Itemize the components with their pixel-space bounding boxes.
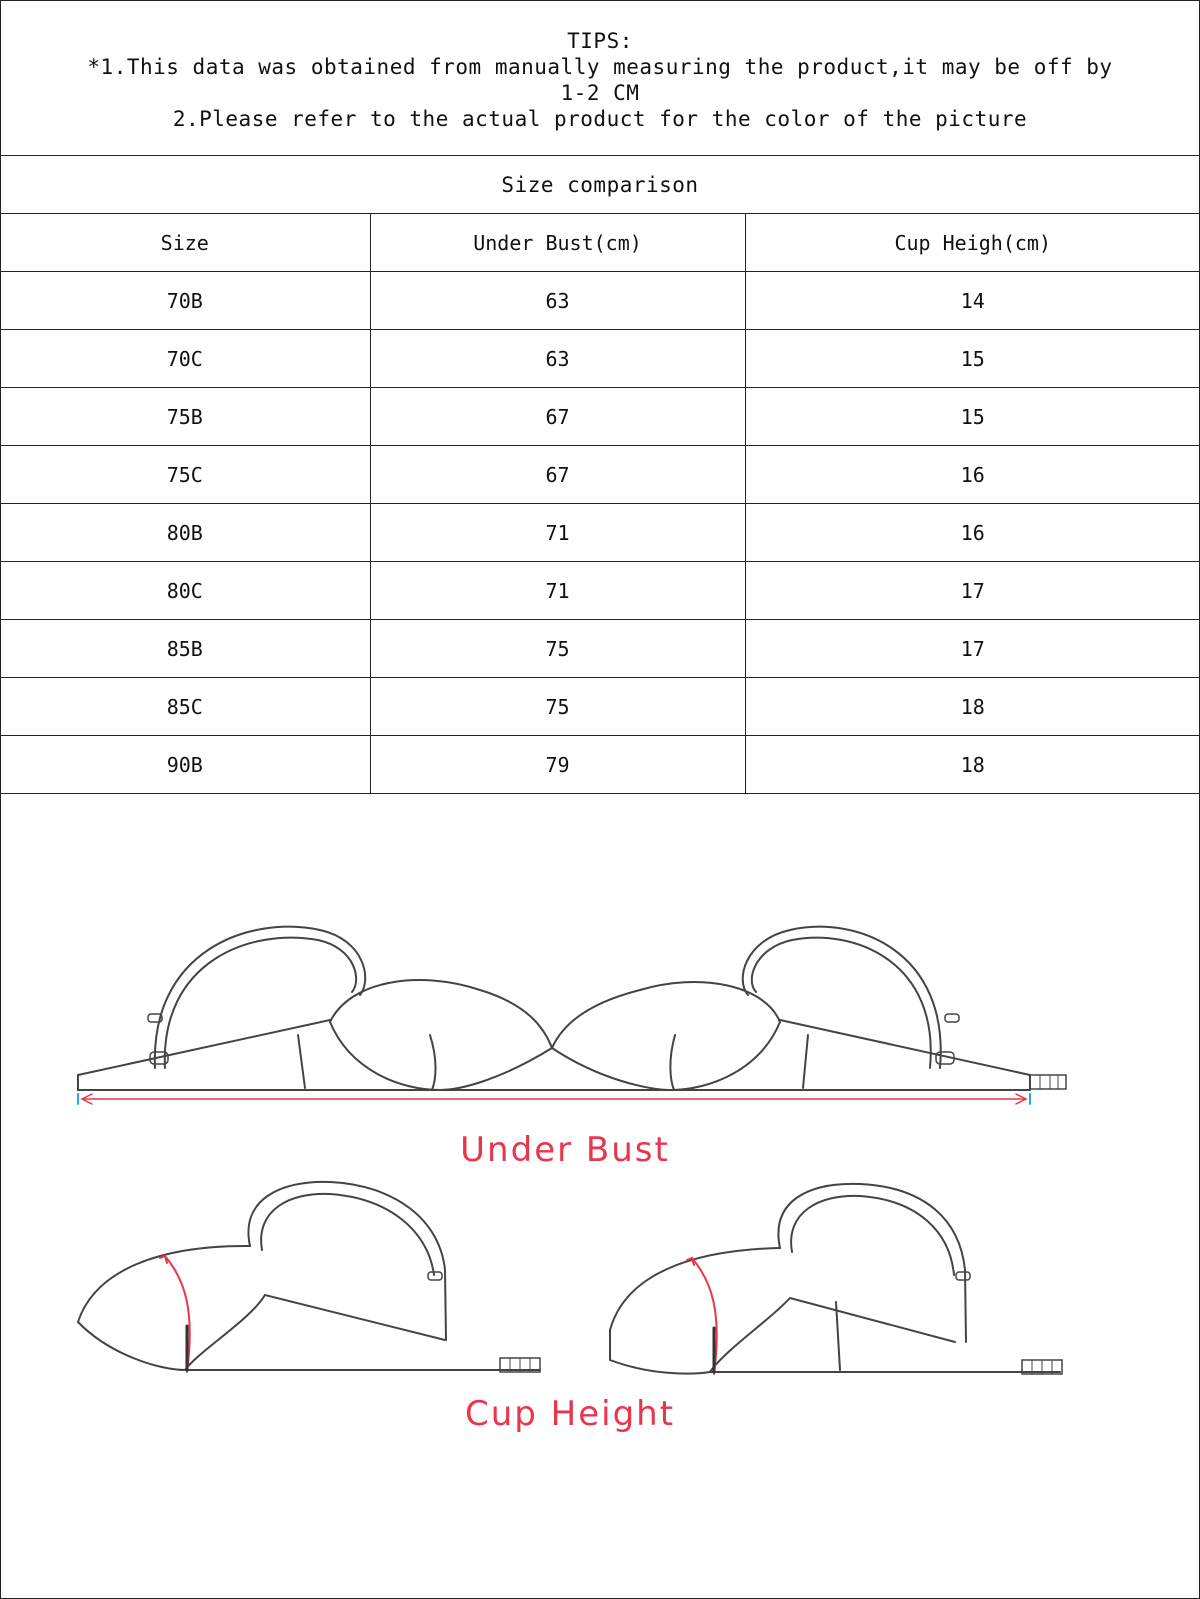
bra-front-view <box>78 927 1066 1090</box>
table-header-row <box>0 214 1200 272</box>
table-row <box>0 330 1200 388</box>
header-cup-height: Cup Heigh(cm) <box>745 214 1200 272</box>
cell-size: 80C <box>0 562 370 620</box>
cell-size: 75C <box>0 446 370 504</box>
cell-cup-height: 15 <box>745 330 1200 388</box>
size-table <box>0 214 1200 794</box>
cell-under-bust: 75 <box>370 620 745 678</box>
cell-size: 80B <box>0 504 370 562</box>
bra-illustration <box>0 790 1200 1599</box>
table-row <box>0 678 1200 736</box>
table-row <box>0 388 1200 446</box>
bra-side-view-right <box>610 1184 1062 1374</box>
cell-cup-height: 18 <box>745 736 1200 794</box>
header-under-bust: Under Bust(cm) <box>370 214 745 272</box>
cell-under-bust: 79 <box>370 736 745 794</box>
header-size: Size <box>0 214 370 272</box>
cell-size: 70B <box>0 272 370 330</box>
table-title: Size comparison <box>0 156 1200 214</box>
cell-under-bust: 67 <box>370 446 745 504</box>
cell-under-bust: 67 <box>370 388 745 446</box>
table-row <box>0 446 1200 504</box>
bra-side-view-left <box>78 1182 540 1372</box>
cell-cup-height: 16 <box>745 504 1200 562</box>
cell-size: 85B <box>0 620 370 678</box>
table-row <box>0 620 1200 678</box>
cell-cup-height: 16 <box>745 446 1200 504</box>
tips-line-3: 2.Please refer to the actual product for the color of the picture <box>172 107 1028 131</box>
cell-cup-height: 18 <box>745 678 1200 736</box>
cell-cup-height: 17 <box>745 562 1200 620</box>
tips-heading: TIPS: <box>567 29 633 53</box>
cell-size: 70C <box>0 330 370 388</box>
table-row <box>0 562 1200 620</box>
cell-size: 90B <box>0 736 370 794</box>
under-bust-label: Under Bust <box>460 1130 670 1170</box>
cup-height-label: Cup Height <box>464 1394 676 1434</box>
table-row <box>0 272 1200 330</box>
cell-cup-height: 14 <box>745 272 1200 330</box>
cell-under-bust: 71 <box>370 562 745 620</box>
cell-cup-height: 15 <box>745 388 1200 446</box>
cell-cup-height: 17 <box>745 620 1200 678</box>
cell-size: 85C <box>0 678 370 736</box>
cell-size: 75B <box>0 388 370 446</box>
tips-section <box>0 0 1200 156</box>
cell-under-bust: 63 <box>370 330 745 388</box>
cell-under-bust: 75 <box>370 678 745 736</box>
tips-line-2: 1-2 CM <box>560 81 640 105</box>
tips-line-1: *1.This data was obtained from manually measuring the product,it may be off by <box>87 55 1113 79</box>
cell-under-bust: 63 <box>370 272 745 330</box>
cell-under-bust: 71 <box>370 504 745 562</box>
table-row <box>0 504 1200 562</box>
table-row <box>0 736 1200 794</box>
under-bust-arrow <box>78 1094 1030 1104</box>
measurement-diagram <box>0 790 1200 1599</box>
